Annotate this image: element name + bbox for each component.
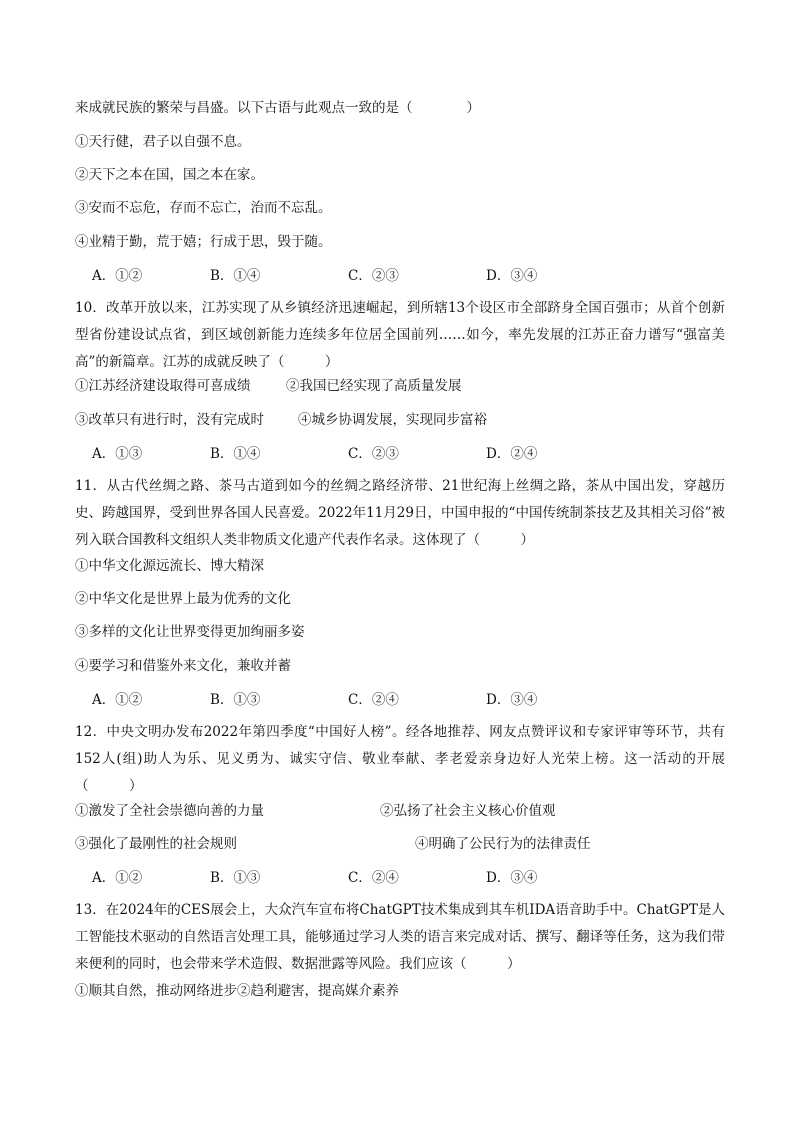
- q9-option-c[interactable]: C．②③: [348, 268, 399, 284]
- q11-option-a[interactable]: A．①②: [92, 692, 143, 708]
- q9-item-4: ④业精于勤，荒于嬉；行成于思，毁于随。: [75, 234, 332, 250]
- q11-option-b[interactable]: B．①③: [210, 692, 261, 708]
- q11-option-d[interactable]: D．③④: [486, 692, 538, 708]
- q9-item-2: ②天下之本在国，国之本在家。: [75, 167, 264, 183]
- q10-option-c[interactable]: C．②③: [348, 446, 399, 462]
- q9-item-3: ③安而不忘危，存而不忘亡，治而不忘乱。: [75, 200, 332, 216]
- q11-item-1: ①中华文化源远流长、博大精深: [75, 558, 264, 574]
- q12-stem: 12．中央文明办发布2022年第四季度“中国好人榜”。经各地推荐、网友点赞评议和专家评审等环节，共有152人(组)助人为乐、见义勇为、诚实守信、敬业奉献、孝老爱亲身边好人光荣上榜。这一活动的开展（ ）: [75, 724, 725, 794]
- q11-item-4: ④要学习和借鉴外来文化，兼收并蓄: [75, 658, 291, 674]
- q11-stem: 11．从古代丝绸之路、茶马古道到如今的丝绸之路经济带、21世纪海上丝绸之路，茶从中国出发，穿越历史、跨越国界，受到世界各国人民喜爱。2022年11月29日，中国申报的“中国传统制茶技艺及其相关习俗”被列入联合国教科文组织人类非物质文化遗产代表作名录。这体现了（ ）: [75, 478, 725, 548]
- q10-stem: 10．改革开放以来，江苏实现了从乡镇经济迅速崛起，到所辖13个设区市全部跻身全国百强市；从首个创新型省份建设试点省，到区域创新能力连续多年位居全国前列……如今，率先发展的江苏正奋力谱写“强富美高”的新篇章。江苏的成就反映了（ ）: [75, 300, 725, 370]
- q12-item-1: ①激发了全社会崇德向善的力量: [75, 803, 264, 819]
- q13-item-1: ①顺其自然，推动网络进步②趋利避害，提高媒介素养: [75, 983, 399, 999]
- q9-item-1: ①天行健，君子以自强不息。: [75, 134, 251, 150]
- q10-item-2: ②我国已经实现了高质量发展: [286, 378, 462, 394]
- q12-option-b[interactable]: B．①③: [210, 870, 261, 886]
- q9-option-a[interactable]: A．①②: [92, 268, 143, 284]
- q9-stem-tail: 来成就民族的繁荣与昌盛。以下古语与此观点一致的是（ ）: [75, 100, 480, 116]
- q10-item-4: ④城乡协调发展，实现同步富裕: [298, 412, 487, 428]
- q12-item-2: ②弘扬了社会主义核心价值观: [380, 803, 556, 819]
- q12-option-d[interactable]: D．③④: [486, 870, 538, 886]
- q10-option-b[interactable]: B．①④: [210, 446, 261, 462]
- q10-option-d[interactable]: D．②④: [486, 446, 538, 462]
- q12-item-4: ④明确了公民行为的法律责任: [415, 836, 591, 852]
- q11-item-2: ②中华文化是世界上最为优秀的文化: [75, 591, 291, 607]
- q9-option-d[interactable]: D．③④: [486, 268, 538, 284]
- q13-stem: 13．在2024年的CES展会上，大众汽车宣布将ChatGPT技术集成到其车机IDA语音助手中。ChatGPT是人工智能技术驱动的自然语言处理工具，能够通过学习人类的语言来完成对话、撰写、翻译等任务，这为我们带来便利的同时，也会带来学术造假、数据泄露等风险。我们应该（ ）: [75, 902, 725, 972]
- q11-option-c[interactable]: C．②④: [348, 692, 399, 708]
- q9-option-b[interactable]: B．①④: [210, 268, 261, 284]
- q10-item-3: ③改革只有进行时，没有完成时: [75, 412, 264, 428]
- q10-option-a[interactable]: A．①③: [92, 446, 143, 462]
- q12-item-3: ③强化了最刚性的社会规则: [75, 836, 237, 852]
- q12-option-a[interactable]: A．①②: [92, 870, 143, 886]
- q11-item-3: ③多样的文化让世界变得更加绚丽多姿: [75, 624, 305, 640]
- q12-option-c[interactable]: C．②④: [348, 870, 399, 886]
- q10-item-1: ①江苏经济建设取得可喜成绩: [75, 378, 251, 394]
